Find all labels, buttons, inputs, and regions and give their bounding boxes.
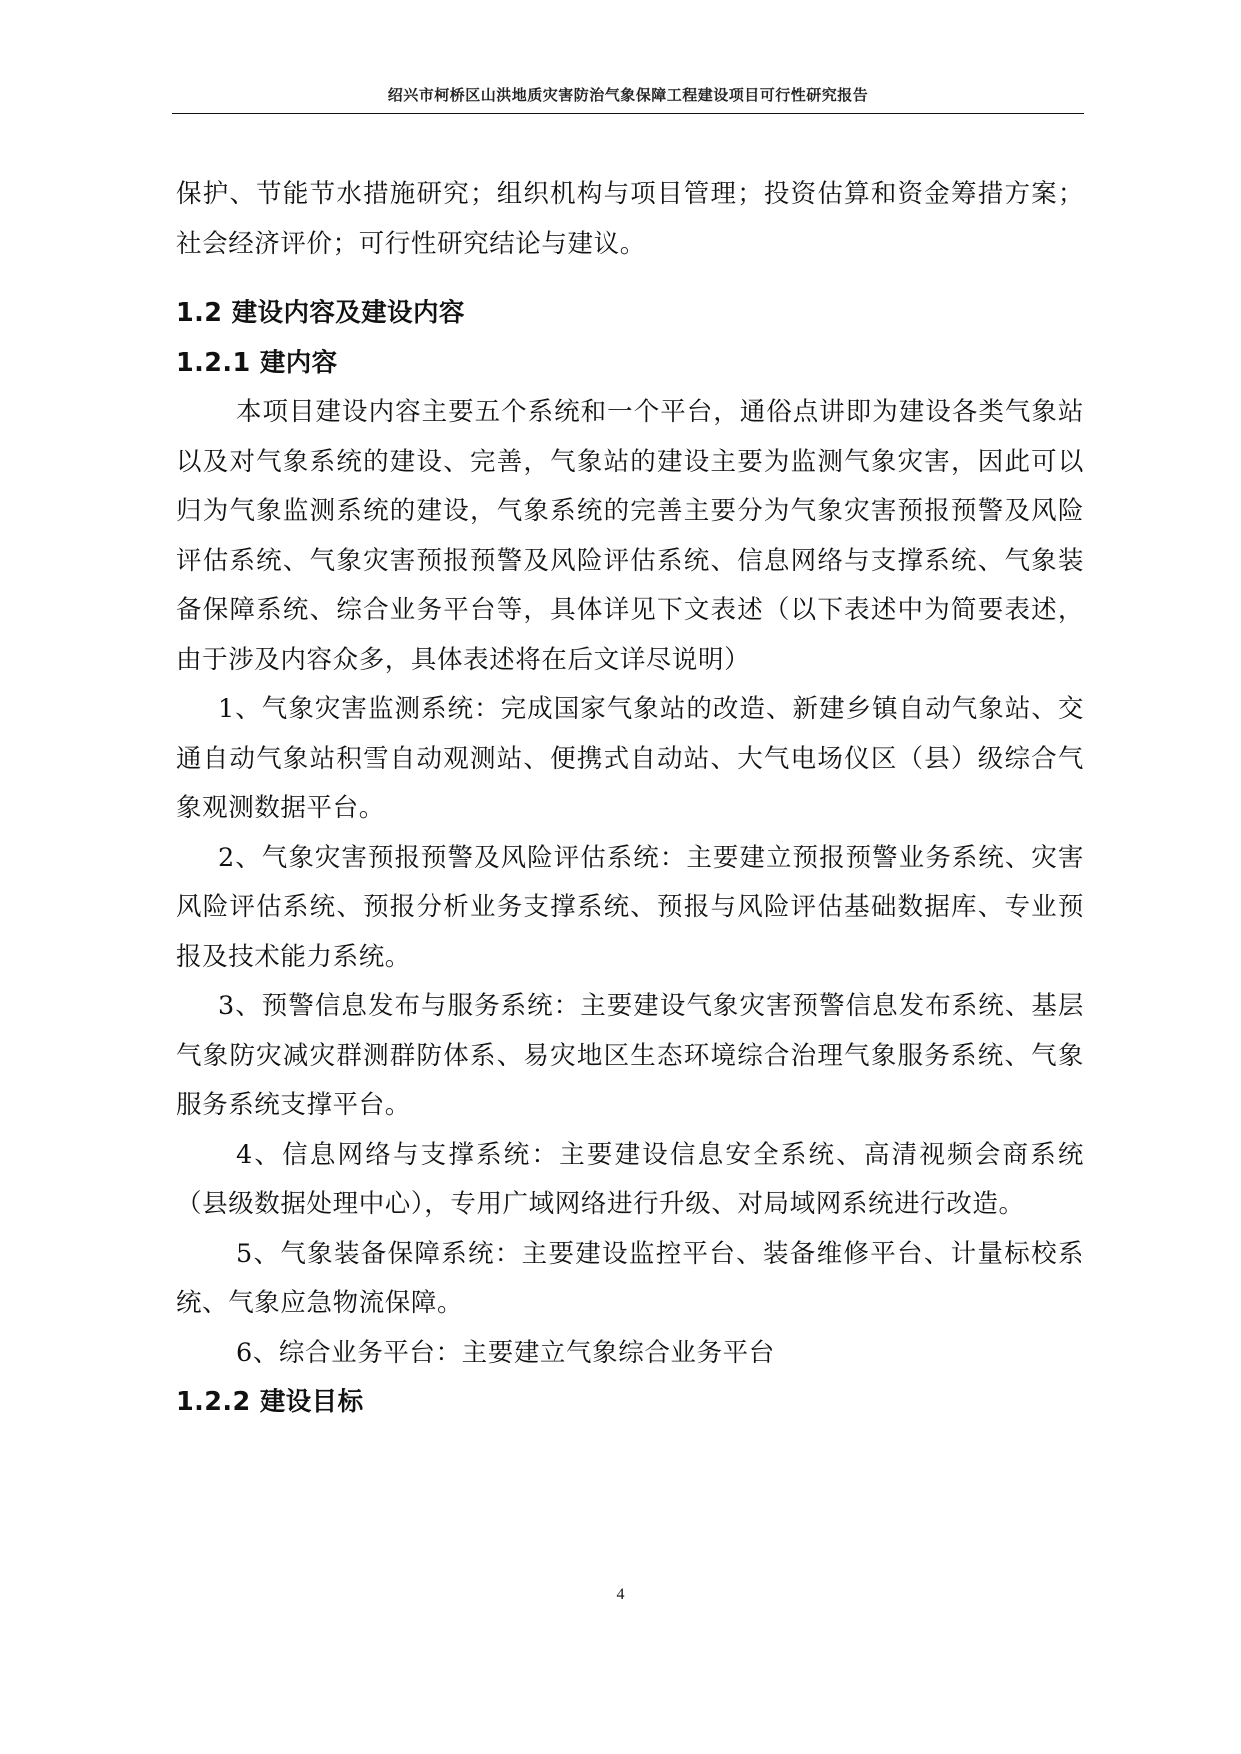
list-item-6: 6、综合业务平台：主要建立气象综合业务平台 (236, 1337, 775, 1368)
section-heading-1-2-1: 1.2.1 建内容 (176, 347, 338, 378)
list-item-2: 2、气象灾害预报预警及风险评估系统：主要建立预报预警业务系统、灾害风险评估系统、预报分析业务支撑系统、预报与风险评估基础数据库、专业预报及技术能力系统。 (176, 842, 1084, 972)
list-item-3: 3、预警信息发布与服务系统：主要建设气象灾害预警信息发布系统、基层气象防灾减灾群测群防体系、易灾地区生态环境综合治理气象服务系统、气象服务系统支撑平台。 (176, 991, 1084, 1120)
section-heading-1-2: 1.2 建设内容及建设内容 (176, 298, 465, 328)
running-header: 绍兴市柯桥区山洪地质灾害防治气象保障工程建设项目可行性研究报告 (387, 86, 869, 104)
section-heading-1-2-2: 1.2.2 建设目标 (176, 1387, 364, 1417)
paragraph-intro-continuation: 保护、节能节水措施研究；组织机构与项目管理；投资估算和资金筹措方案；社会经济评价；可行性研究结论与建议。 (176, 179, 1084, 259)
list-item-4: 4、信息网络与支撑系统：主要建设信息安全系统、高清视频会商系统（县级数据处理中心），专用广域网络进行升级、对局域网系统进行改造。 (176, 1139, 1084, 1219)
header-divider (172, 113, 1084, 114)
page-body (176, 170, 1084, 1428)
list-item-5: 5、气象装备保障系统：主要建设监控平台、装备维修平台、计量标校系统、气象应急物流保障。 (176, 1238, 1084, 1318)
paragraph-overview: 本项目建设内容主要五个系统和一个平台，通俗点讲即为建设各类气象站以及对气象系统的建设、完善，气象站的建设主要为监测气象灾害，因此可以归为气象监测系统的建设，气象系统的完善主要分为气象灾害预报预警及风险评估系统、气象灾害预报预警及风险评估系统、信息网络与支撑系统、气象装备保障系统、综合业务平台等，具体详见下文表述（以下表述中为简要表述，由于涉及内容众多，具体表述将在后文详尽说明） (176, 397, 1084, 675)
list-item-1: 1、气象灾害监测系统：完成国家气象站的改造、新建乡镇自动气象站、交通自动气象站积雪自动观测站、便携式自动站、大气电场仪区（县）级综合气象观测数据平台。 (176, 694, 1084, 823)
page-number: 4 (616, 1586, 625, 1603)
